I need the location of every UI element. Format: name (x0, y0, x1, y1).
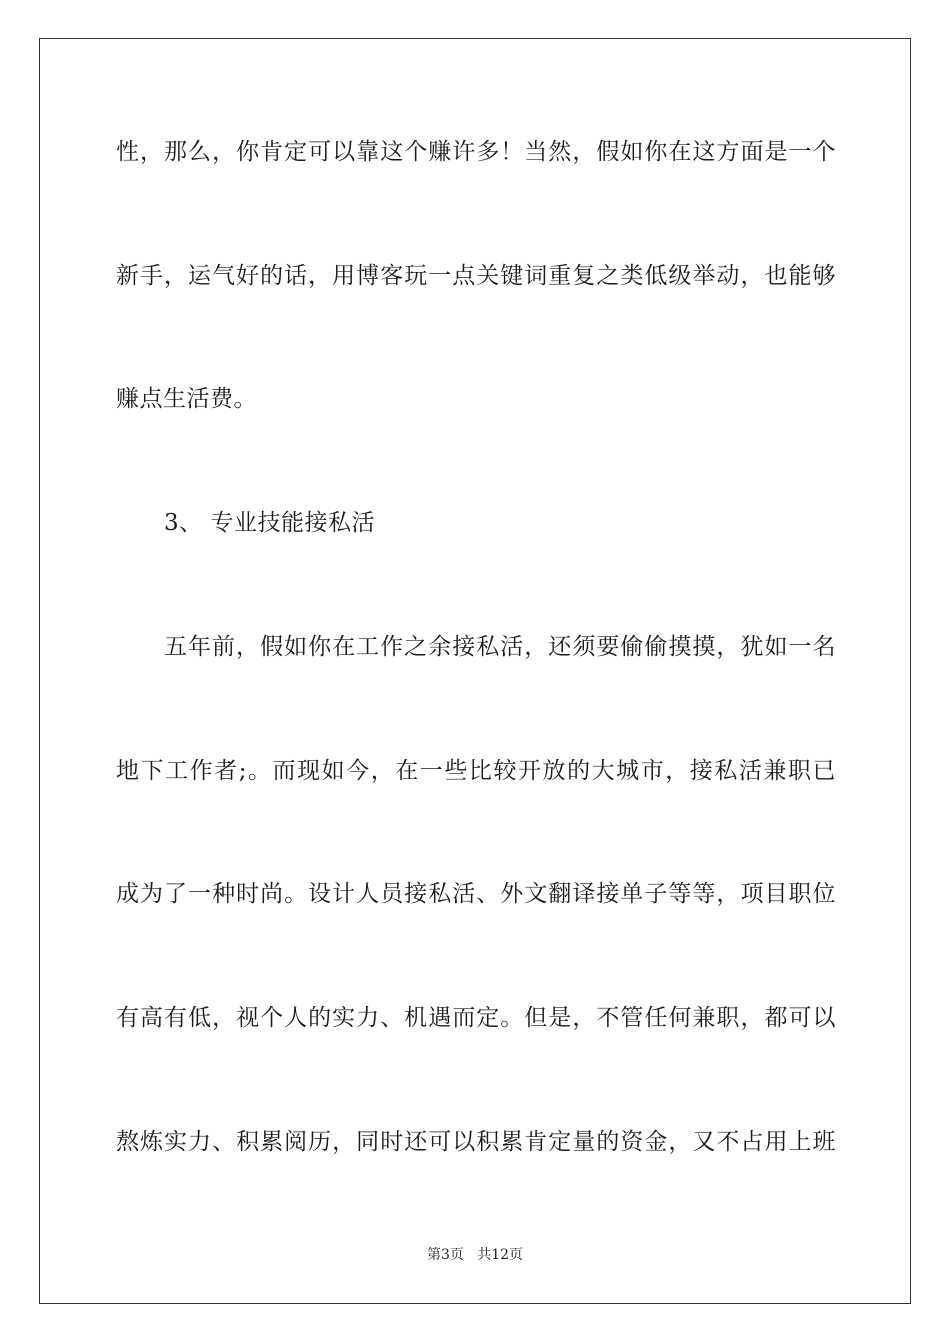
body-text-line: 熬炼实力、积累阅历，同时还可以积累肯定量的资金，又不占用上班 (116, 1129, 836, 1155)
page-number-footer: 第3页 共12页 (426, 1247, 524, 1263)
body-text-line: 赚点生活费。 (116, 386, 257, 412)
body-text-line: 性，那么，你肯定可以靠这个赚许多！当然，假如你在这方面是一个 (116, 139, 836, 165)
body-text-line: 五年前，假如你在工作之余接私活，还须要偷偷摸摸，犹如一名 (164, 634, 836, 660)
page-border (39, 38, 911, 1304)
body-text-line: 新手，运气好的话，用博客玩一点关键词重复之类低级举动，也能够 (116, 263, 836, 289)
section-heading: 3、 专业技能接私活 (164, 510, 375, 536)
body-text-line: 有高有低，视个人的实力、机遇而定。但是，不管任何兼职，都可以 (116, 1005, 836, 1031)
body-text-line: 成为了一种时尚。设计人员接私活、外文翻译接单子等等，项目职位 (116, 881, 836, 907)
body-text-line: 地下工作者;。而现如今，在一些比较开放的大城市，接私活兼职已 (116, 758, 836, 784)
